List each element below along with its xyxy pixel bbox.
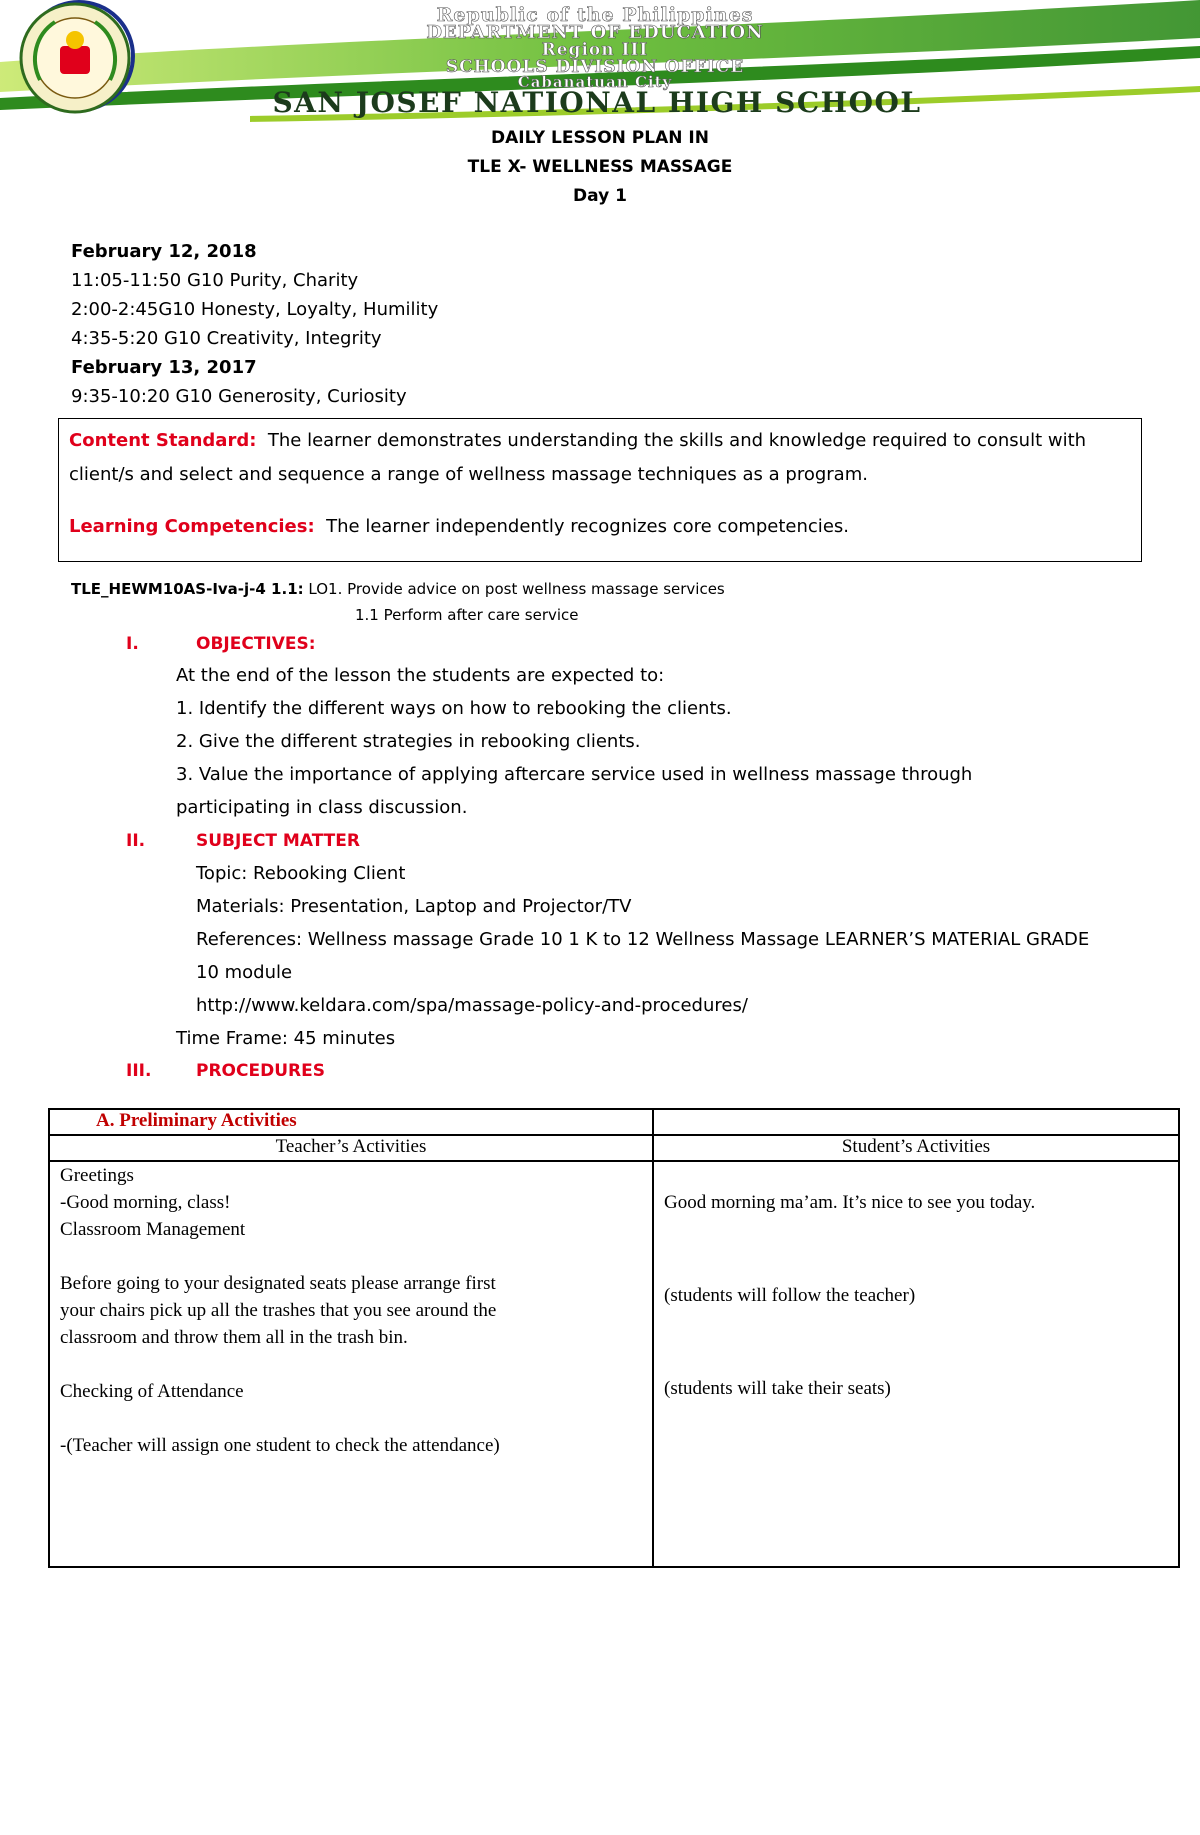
header-banner bbox=[0, 0, 1200, 122]
subject-heading: SUBJECT MATTER bbox=[196, 831, 360, 851]
learning-competencies-text: The learner independently recognizes core competencies. bbox=[326, 516, 849, 537]
competency-code-label: TLE_HEWM10AS-Iva-j-4 1.1: bbox=[71, 580, 304, 598]
schedule-line: 2:00-2:45G10 Honesty, Loyalty, Humility bbox=[71, 299, 439, 320]
objective-item: 2. Give the different strategies in rebooking clients. bbox=[176, 731, 641, 752]
objectives-intro: At the end of the lesson the students are expected to: bbox=[176, 665, 665, 686]
teacher-header: Teacher’s Activities bbox=[49, 1135, 653, 1161]
student-header: Student’s Activities bbox=[653, 1135, 1179, 1161]
subject-references-cont: 10 module bbox=[196, 962, 293, 983]
competency-code-text: LO1. Provide advice on post wellness massage services bbox=[308, 580, 725, 598]
teacher-line: Before going to your designated seats please arrange first bbox=[60, 1273, 496, 1294]
teacher-line: Checking of Attendance bbox=[60, 1381, 244, 1402]
table-row bbox=[49, 1161, 1179, 1567]
school-seal-icon bbox=[0, 0, 150, 116]
content-standard-text-1: The learner demonstrates understanding the skills and knowledge required to consult with bbox=[267, 430, 1087, 451]
header-city: Cabanatuan City bbox=[517, 73, 673, 91]
header-division: SCHOOLS DIVISION OFFICE bbox=[445, 57, 745, 77]
subject-references: References: Wellness massage Grade 10 1 K to 12 Wellness Massage LEARNER’S MATERIAL GRADE bbox=[196, 929, 1090, 950]
teacher-line: Greetings bbox=[60, 1165, 134, 1186]
procedures-table bbox=[48, 1108, 1180, 1568]
schedule-line: 4:35-5:20 G10 Creativity, Integrity bbox=[71, 328, 382, 349]
teacher-line: classroom and throw them all in the trash bin. bbox=[60, 1327, 408, 1348]
subject-topic: Topic: Rebooking Client bbox=[196, 863, 406, 884]
competency-code bbox=[71, 580, 725, 598]
table-row bbox=[49, 1135, 1179, 1161]
schedule-date: February 12, 2018 bbox=[71, 241, 257, 262]
empty-cell bbox=[653, 1109, 1179, 1135]
subject-materials: Materials: Presentation, Laptop and Projector/TV bbox=[196, 896, 632, 917]
procedures-heading: PROCEDURES bbox=[196, 1061, 325, 1081]
schedule-line: 11:05-11:50 G10 Purity, Charity bbox=[71, 270, 359, 291]
doc-title-day: Day 1 bbox=[573, 186, 627, 206]
subject-time-frame: Time Frame: 45 minutes bbox=[176, 1028, 396, 1049]
header-region: Region III bbox=[541, 40, 649, 60]
header-department: DEPARTMENT OF EDUCATION bbox=[426, 22, 764, 43]
teacher-line: Classroom Management bbox=[60, 1219, 246, 1240]
student-line: Good morning ma’am. It’s nice to see you today. bbox=[664, 1192, 1036, 1213]
student-line: (students will follow the teacher) bbox=[664, 1285, 916, 1306]
doc-title-1: DAILY LESSON PLAN IN bbox=[491, 128, 709, 148]
schedule-date: February 13, 2017 bbox=[71, 357, 257, 378]
student-activities-cell bbox=[653, 1161, 1179, 1567]
teacher-line: your chairs pick up all the trashes that you see around the bbox=[60, 1300, 497, 1321]
content-standard bbox=[69, 424, 1139, 457]
teacher-activities-cell bbox=[49, 1161, 653, 1567]
teacher-line: -Good morning, class! bbox=[60, 1192, 231, 1213]
student-line: (students will take their seats) bbox=[664, 1378, 891, 1399]
competency-sub: 1.1 Perform after care service bbox=[355, 606, 579, 624]
schedule-line: 9:35-10:20 G10 Generosity, Curiosity bbox=[71, 386, 407, 407]
table-row bbox=[49, 1109, 1179, 1135]
objectives-numeral: I. bbox=[126, 634, 139, 654]
subject-numeral: II. bbox=[126, 831, 146, 851]
learning-competencies-label: Learning Competencies: bbox=[69, 516, 315, 537]
objectives-heading: OBJECTIVES: bbox=[196, 634, 316, 654]
school-name: SAN JOSEF NATIONAL HIGH SCHOOL bbox=[272, 86, 922, 119]
subject-url: http://www.keldara.com/spa/massage-policy-and-procedures/ bbox=[196, 995, 748, 1016]
teacher-line: -(Teacher will assign one student to check the attendance) bbox=[60, 1435, 500, 1456]
objective-item: 3. Value the importance of applying aftercare service used in wellness massage through bbox=[176, 764, 973, 785]
content-standard-text-2: client/s and select and sequence a range of wellness massage techniques as a program. bbox=[69, 464, 868, 485]
procedures-numeral: III. bbox=[126, 1061, 152, 1081]
doc-title-2: TLE X- WELLNESS MASSAGE bbox=[467, 157, 733, 177]
objective-item: 1. Identify the different ways on how to rebooking the clients. bbox=[176, 698, 732, 719]
objective-item: participating in class discussion. bbox=[176, 797, 468, 818]
section-heading: A. Preliminary Activities bbox=[49, 1109, 653, 1135]
content-standard-label: Content Standard: bbox=[69, 430, 257, 451]
header-republic: Republic of the Philippines bbox=[436, 4, 754, 26]
learning-competencies bbox=[69, 510, 849, 543]
